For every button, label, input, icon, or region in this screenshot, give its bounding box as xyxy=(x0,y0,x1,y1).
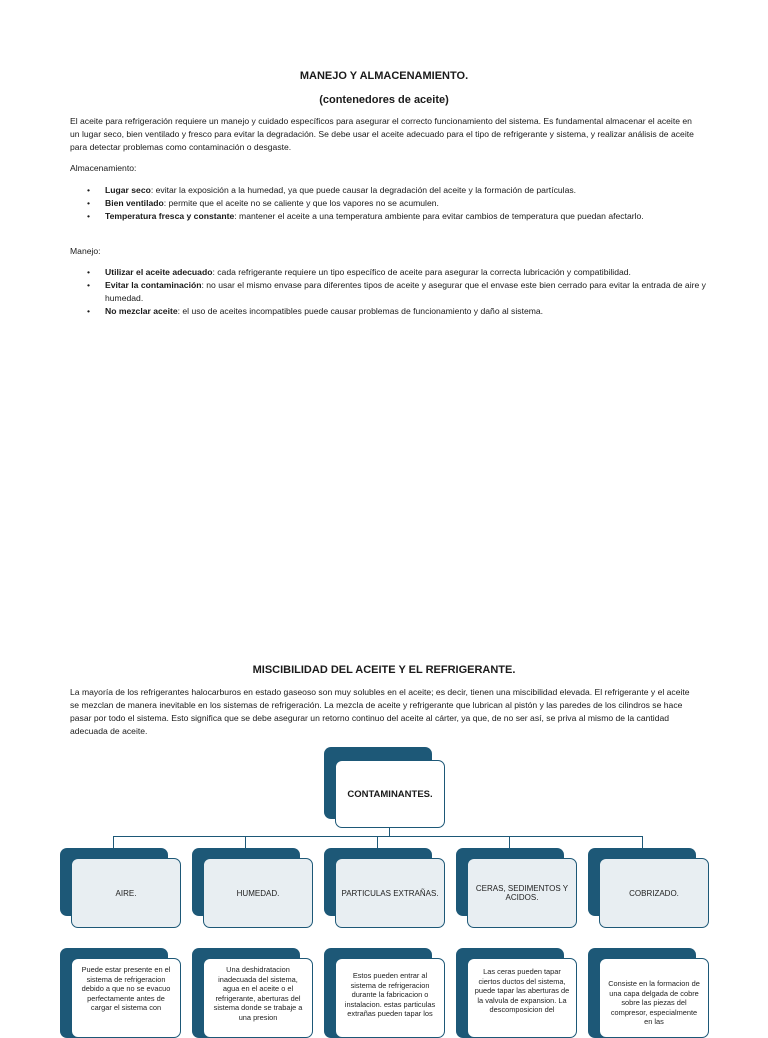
category-node-air xyxy=(71,858,181,928)
description-node: Las ceras pueden tapar ciertos ductos del sistema, puede tapar las aberturas de la valvula de expansion. La descomposicion del xyxy=(467,958,577,1038)
category-label: PARTICULAS EXTRAÑAS. xyxy=(341,888,439,898)
section-title-storage: MANEJO Y ALMACENAMIENTO. xyxy=(299,70,469,82)
category-label: HUMEDAD. xyxy=(236,888,280,898)
category-node-humidity xyxy=(203,858,313,928)
list-item-text: : no usar el mismo envase para diferentes tipos de aceite y asegurar que el envase este bien cerrado para evitar la entrada de aire y humedad. xyxy=(105,280,706,303)
list-item xyxy=(87,305,737,318)
category-label: CERAS, SEDIMENTOS Y ACIDOS. xyxy=(475,884,569,902)
category-node-copper-plating xyxy=(599,858,709,928)
connector-line xyxy=(113,836,643,837)
list-item-text: : evitar la exposición a la humedad, ya que puede causar la degradación del aceite y la formación de partículas. xyxy=(150,185,577,195)
bullet-icon: • xyxy=(87,306,91,316)
description-node: Consiste en la formacion de una capa delgada de cobre sobre las piezas del compresor, especialmente en las xyxy=(599,958,709,1038)
root-node-label: CONTAMINANTES. xyxy=(347,788,433,800)
handling-label: Manejo: xyxy=(70,246,101,256)
list-item-text: : cada refrigerante requiere un tipo específico de aceite para asegurar la correcta lubricación y compatibilidad. xyxy=(212,267,631,277)
root-node xyxy=(335,760,445,828)
list-item-text: : mantener el aceite a una temperatura ambiente para evitar cambios de temperatura que puedan afectarlo. xyxy=(234,211,644,221)
storage-list xyxy=(70,184,737,223)
category-node-particles xyxy=(335,858,445,928)
list-item xyxy=(87,184,737,197)
bullet-icon: • xyxy=(87,185,91,195)
section-title-miscibility: MISCIBILIDAD DEL ACEITE Y EL REFRIGERANTE. xyxy=(252,664,516,676)
list-item-term: No mezclar aceite xyxy=(105,306,178,316)
list-item-text: : el uso de aceites incompatibles puede causar problemas de funcionamiento y daño al sistema. xyxy=(177,306,544,316)
intro-paragraph-storage: El aceite para refrigeración requiere un manejo y cuidado específicos para asegurar el correcto funcionamiento del sistema. Es fundamental almacenar el aceite en un lugar seco, bien ventilado y fresco para evitar la degradación. Se debe usar el aceite adecuado para el tipo de refrigerante y sistema, y realizar análisis de aceite para detectar problemas como contaminación o desgaste. xyxy=(70,116,694,152)
list-item xyxy=(87,279,737,305)
list-item-term: Lugar seco xyxy=(105,185,151,195)
bullet-icon: • xyxy=(87,267,91,277)
list-item xyxy=(87,266,737,279)
category-label: AIRE. xyxy=(115,888,137,898)
description-node: Estos pueden entrar al sistema de refrigeracion durante la fabricacion o instalacion. estas particulas extrañas pueden tapar los xyxy=(335,958,445,1038)
list-item-term: Utilizar el aceite adecuado xyxy=(105,267,213,277)
bullet-icon: • xyxy=(87,280,91,290)
bullet-icon: • xyxy=(87,198,91,208)
storage-label: Almacenamiento: xyxy=(70,163,137,173)
section-subtitle-storage: (contenedores de aceite) xyxy=(319,94,449,106)
intro-paragraph-miscibility: La mayoría de los refrigerantes halocarburos en estado gaseoso son muy solubles en el aceite; es decir, tienen una miscibilidad elevada. El refrigerante y el aceite se mezclan de manera inevitable en los sistemas de refrigeración. La mezcla de aceite y refrigerante que lubrican al pistón y las paredes de los cilindros se hace pasar por todo el sistema. Esto significa que se debe asegurar un retorno continuo del aceite al cárter, ya que, de no ser así, se priva al mismo de la cantidad adecuada de aceite. xyxy=(70,687,690,736)
category-node-waxes xyxy=(467,858,577,928)
description-node: Una deshidratacion inadecuada del sistema, agua en el aceite o el refrigerante, aberturas del sistema donde se trabaje a una presion xyxy=(203,958,313,1038)
description-node: Puede estar presente en el sistema de refrigeracion debido a que no se evacuo perfectamente antes de cargar el sistema con xyxy=(71,958,181,1038)
handling-list xyxy=(70,266,737,318)
list-item-term: Evitar la contaminación xyxy=(105,280,202,290)
list-item xyxy=(87,197,737,210)
list-item-text: : permite que el aceite no se caliente y que los vapores no se acumulen. xyxy=(163,198,439,208)
list-item xyxy=(87,210,737,223)
list-item-term: Temperatura fresca y constante xyxy=(105,211,235,221)
category-label: COBRIZADO. xyxy=(629,888,679,898)
bullet-icon: • xyxy=(87,211,91,221)
list-item-term: Bien ventilado xyxy=(105,198,164,208)
